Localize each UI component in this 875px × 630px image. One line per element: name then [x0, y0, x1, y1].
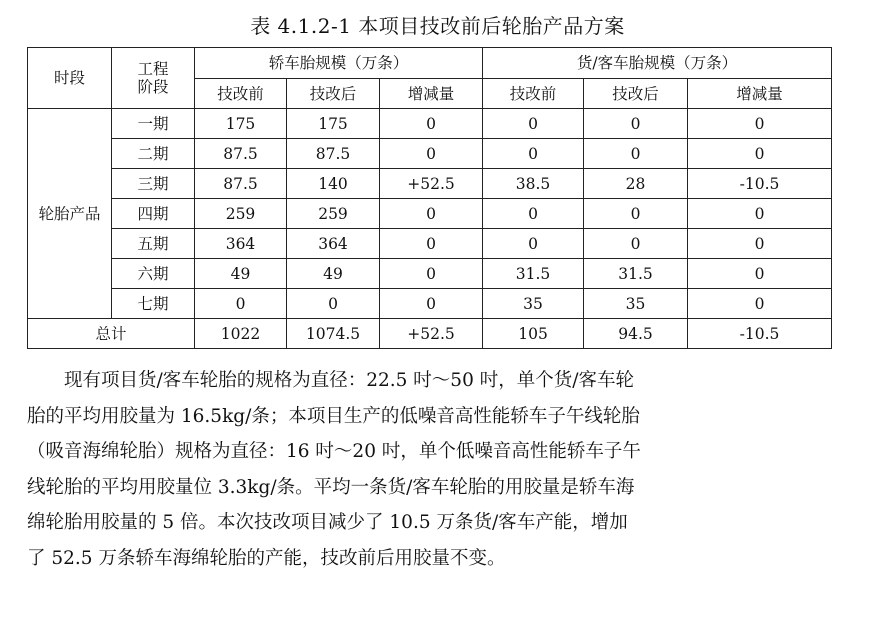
paragraph-line: 了 52.5 万条轿车海绵轮胎的产能，技改前后用胶量不变。 — [27, 547, 506, 569]
cell-truck-change: -10.5 — [688, 169, 832, 199]
cell-car-before: 87.5 — [195, 169, 287, 199]
cell-truck-after: 28 — [584, 169, 688, 199]
header-truck-group: 货/客车胎规模（万条） — [483, 48, 832, 79]
cell-truck-before: 31.5 — [483, 259, 584, 289]
table-row — [28, 259, 832, 289]
header-project-stage-line2: 阶段 — [137, 78, 169, 96]
cell-stage: 六期 — [112, 259, 195, 289]
cell-truck-before: 35 — [483, 289, 584, 319]
total-truck-change: -10.5 — [688, 319, 832, 349]
tire-product-table — [27, 47, 832, 349]
cell-car-after: 0 — [287, 289, 380, 319]
cell-stage: 七期 — [112, 289, 195, 319]
total-car-before: 1022 — [195, 319, 287, 349]
cell-car-before: 87.5 — [195, 139, 287, 169]
header-truck-after: 技改后 — [584, 79, 688, 109]
total-row — [28, 319, 832, 349]
cell-truck-after: 0 — [584, 139, 688, 169]
cell-truck-change: 0 — [688, 199, 832, 229]
header-period: 时段 — [28, 48, 112, 109]
table-row — [28, 199, 832, 229]
cell-car-after: 175 — [287, 109, 380, 139]
cell-truck-change: 0 — [688, 229, 832, 259]
header-project-stage — [112, 48, 195, 109]
header-row-1 — [28, 48, 832, 79]
paragraph-line: 线轮胎的平均用胶量位 3.3kg/条。平均一条货/客车轮胎的用胶量是轿车海 — [27, 476, 635, 498]
total-truck-after: 94.5 — [584, 319, 688, 349]
cell-stage: 三期 — [112, 169, 195, 199]
row-group-label: 轮胎产品 — [28, 109, 112, 319]
header-project-stage-line1: 工程 — [137, 60, 169, 78]
cell-car-change: +52.5 — [380, 169, 483, 199]
paragraph-line: （吸音海绵轮胎）规格为直径：16 吋～20 吋，单个低噪音高性能轿车子午 — [27, 441, 641, 462]
table-row — [28, 169, 832, 199]
header-car-group: 轿车胎规模（万条） — [195, 48, 483, 79]
cell-stage: 五期 — [112, 229, 195, 259]
cell-truck-before: 0 — [483, 139, 584, 169]
total-truck-before: 105 — [483, 319, 584, 349]
cell-car-after: 49 — [287, 259, 380, 289]
cell-truck-change: 0 — [688, 139, 832, 169]
cell-car-after: 140 — [287, 169, 380, 199]
header-car-change: 增减量 — [380, 79, 483, 109]
total-car-change: +52.5 — [380, 319, 483, 349]
cell-truck-before: 0 — [483, 109, 584, 139]
cell-car-change: 0 — [380, 199, 483, 229]
total-label: 总计 — [28, 319, 195, 349]
cell-car-after: 364 — [287, 229, 380, 259]
table-row — [28, 289, 832, 319]
cell-truck-after: 0 — [584, 199, 688, 229]
header-truck-change: 增减量 — [688, 79, 832, 109]
cell-car-after: 259 — [287, 199, 380, 229]
table-title: 表 4.1.2-1 本项目技改前后轮胎产品方案 — [250, 14, 625, 38]
paragraph-line: 现有项目货/客车轮胎的规格为直径：22.5 吋～50 吋，单个货/客车轮 — [64, 370, 634, 391]
header-car-before: 技改前 — [195, 79, 287, 109]
cell-truck-change: 0 — [688, 259, 832, 289]
cell-car-before: 175 — [195, 109, 287, 139]
cell-truck-after: 0 — [584, 109, 688, 139]
header-truck-before: 技改前 — [483, 79, 584, 109]
cell-stage: 一期 — [112, 109, 195, 139]
cell-truck-change: 0 — [688, 289, 832, 319]
table-row — [28, 229, 832, 259]
cell-car-change: 0 — [380, 139, 483, 169]
cell-truck-before: 0 — [483, 229, 584, 259]
cell-truck-after: 31.5 — [584, 259, 688, 289]
cell-car-before: 49 — [195, 259, 287, 289]
total-car-after: 1074.5 — [287, 319, 380, 349]
cell-car-change: 0 — [380, 109, 483, 139]
cell-car-after: 87.5 — [287, 139, 380, 169]
cell-car-change: 0 — [380, 259, 483, 289]
cell-car-before: 259 — [195, 199, 287, 229]
cell-truck-change: 0 — [688, 109, 832, 139]
cell-stage: 二期 — [112, 139, 195, 169]
cell-car-change: 0 — [380, 289, 483, 319]
header-car-after: 技改后 — [287, 79, 380, 109]
cell-car-before: 0 — [195, 289, 287, 319]
cell-truck-after: 0 — [584, 229, 688, 259]
paragraph-line: 胎的平均用胶量为 16.5kg/条；本项目生产的低噪音高性能轿车子午线轮胎 — [27, 405, 640, 427]
body-paragraph — [27, 363, 833, 576]
cell-truck-after: 35 — [584, 289, 688, 319]
cell-truck-before: 38.5 — [483, 169, 584, 199]
cell-truck-before: 0 — [483, 199, 584, 229]
cell-stage: 四期 — [112, 199, 195, 229]
cell-car-change: 0 — [380, 229, 483, 259]
paragraph-line: 绵轮胎用胶量的 5 倍。本次技改项目减少了 10.5 万条货/客车产能，增加 — [27, 512, 628, 533]
cell-car-before: 364 — [195, 229, 287, 259]
table-row — [28, 109, 832, 139]
table-row — [28, 139, 832, 169]
